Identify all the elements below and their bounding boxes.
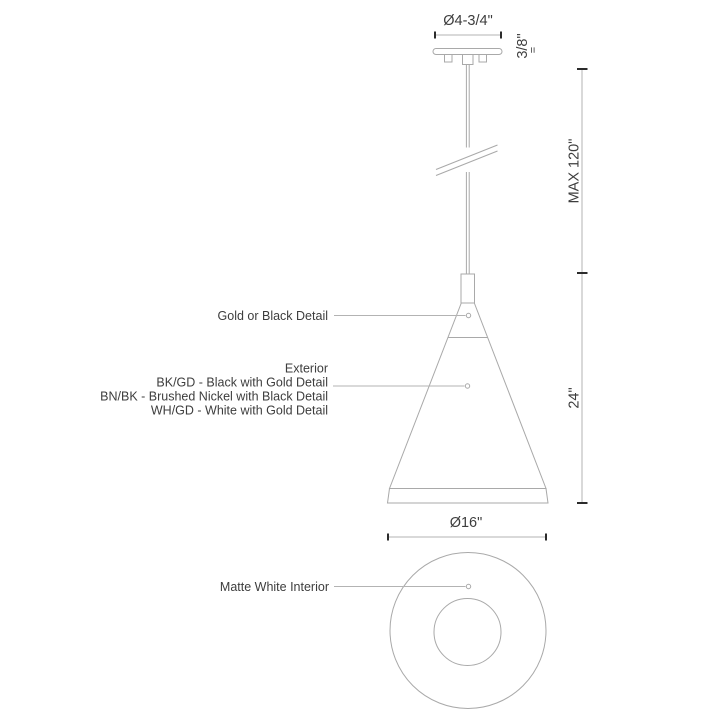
cord-break-mark [436,145,498,176]
cone-shade [390,303,547,489]
interior-leader-dot [466,584,470,588]
canopy-height-label: 3/8" [515,33,531,59]
bottom-view-inner-circle [434,599,501,666]
canopy-plate [433,49,502,55]
canopy-diameter-label: Ø4-3/4" [443,13,493,29]
finish-option-bnbk: BN/BK - Brushed Nickel with Black Detail [100,389,328,404]
finish-option-bkgd: BK/GD - Black with Gold Detail [156,375,328,390]
canopy-screw-left [445,55,453,63]
detail-callout-label: Gold or Black Detail [217,309,328,323]
canopy-height-equals-mark: = [527,46,540,54]
finish-option-whgd: WH/GD - White with Gold Detail [150,403,328,418]
interior-callout-label: Matte White Interior [219,580,329,594]
exterior-heading: Exterior [284,361,328,376]
canopy-hub [463,55,474,65]
shade-rim [388,489,549,504]
suspension-cord [466,65,469,275]
detail-leader-dot [466,313,470,317]
max-height-label: MAX 120" [566,138,583,204]
shade-diameter-label: Ø16" [449,515,483,531]
canopy-screw-right [479,55,487,63]
socket [461,274,475,303]
shade-height-label: 24" [566,387,583,409]
bottom-view-outer-circle [390,553,546,709]
exterior-leader-dot [465,384,469,388]
